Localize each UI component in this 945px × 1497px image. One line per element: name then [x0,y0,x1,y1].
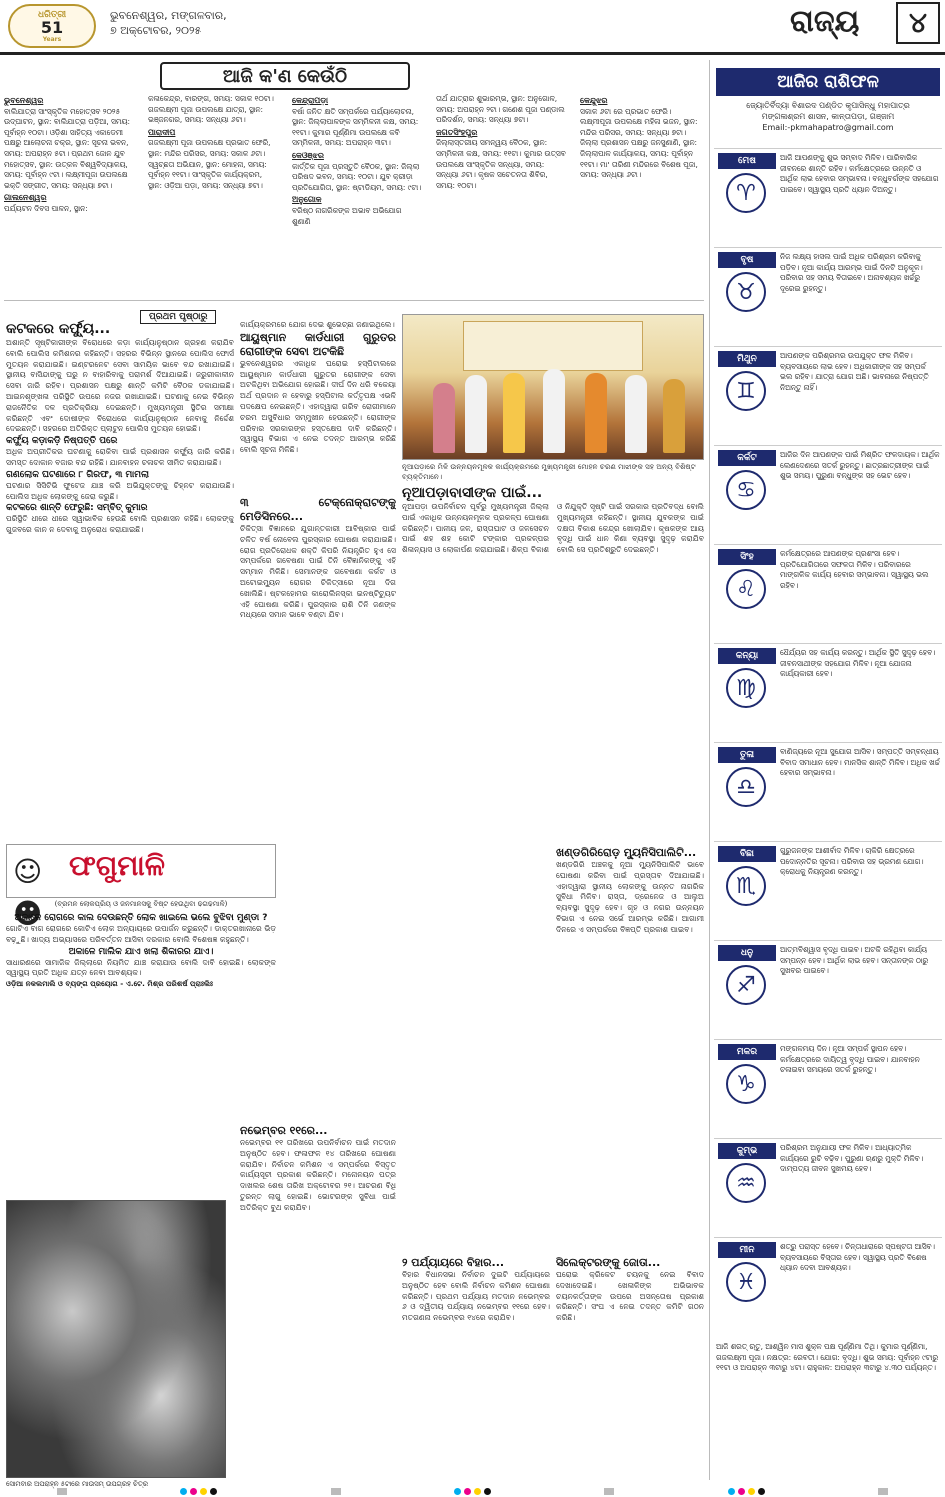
rashi-item [714,1237,942,1336]
events-heading: କେନ୍ଦୁଝର [580,96,608,105]
events-body: କାର୍ତ୍ତିକ ପୂଜା ପ୍ରସ୍ତୁତି ବୈଠକ, ସ୍ଥାନ: ଜିଲ୍ଲା ପରିଷଦ ଭବନ, ସମୟ: ୧୦ଟା। ଯୁବ କ୍ରୀଡ଼ା ପ୍ରତିଯୋଗିତା, ସ୍ଥାନ: ଷ୍ଟାଡିୟମ, ସମୟ: ୯ଟା। [292,161,422,192]
section-title: ରାଜ୍ୟ [790,4,860,39]
rashi-item [714,940,942,1039]
story-body: ଘଟଣାର ସିସିଟିଭି ଫୁଟେଜ ଯାଞ୍ଚ କରି ଅଭିଯୁକ୍ତଙ୍କୁ ଚିହ୍ନଟ କରାଯାଉଛି। ପୋଲିସ ଅଧିକ ଲୋକଙ୍କୁ ଜେରା କରୁଛି। [6,480,234,501]
headline: ଖଣ୍ଡଗିରିରୋଡ଼ ମ୍ୟୁନିସିପାଲିଟି... [556,846,697,859]
story-lead: କାର୍ଯ୍ୟକ୍ରମରେ ଯୋଗ ଦେଇ ଶୁଭେଚ୍ଛା ଜଣାଇଥିଲେ। [240,320,395,329]
story-body: ଭୁବନେଶ୍ୱରର ଏକାଧିକ ଘରୋଇ ହସ୍ପିଟାଲରେ ଆୟୁଷ୍ମାନ କାର୍ଡଧାରୀ ଗୁରୁତର ରୋଗୀଙ୍କ ସେବା ଅଟକିଥିବା ଅଭିଯୋଗ ହୋଇଛି। ଦୀର୍ଘ ଦିନ ଧରି ବକେୟା ଅର୍ଥ ପ୍ରଦାନ ନ ହେବାରୁ ହସ୍ପିଟାଲ କର୍ତ୍ତୃପକ୍ଷ ଏଭଳି ପଦକ୍ଷେପ ନେଇଛନ୍ତି। ଏହାଦ୍ୱାରା ଗରିବ ରୋଗୀମାନେ ଚରମ ଅସୁବିଧାର ସମ୍ମୁଖୀନ ହେଉଛନ୍ତି। ରୋଗୀଙ୍କ ପରିବାର ସରକାରଙ୍କ ହସ୍ତକ୍ଷେପ ଦାବି କରିଛନ୍ତି। ସ୍ୱାସ୍ଥ୍ୟ ବିଭାଗ ଏ ନେଇ ତଦନ୍ତ ଆରମ୍ଭ କରିଛି ବୋଲି ସୂଚନା ମିଳିଛି। [240,358,396,455]
story-body: ଅଧିକ ଅପ୍ରୀତିକର ଘଟଣାକୁ ରୋକିବା ପାଇଁ ପ୍ରଶାସନ କର୍ଫ୍ୟୁ ଜାରି କରିଛି। ସମସ୍ତ ଦୋକାନ ବଜାର ବନ୍ଦ ରହିଛି। ଯାନବାହନ ଚଳାଚଳ ସୀମିତ କରାଯାଇଛି। [6,447,234,467]
zodiac-icon: ♌ [726,569,766,609]
rashi-item [714,544,942,643]
events-column-4 [436,94,566,294]
rashi-item [714,148,942,247]
rashi-item [714,445,942,544]
rashi-list [714,148,942,1336]
events-column-1 [4,94,134,294]
story-body: ସାଧାରଣରେ ସାମାଜିକ ଜିଲ୍ଲାରେ ନିୟମିତ ଯାଞ୍ଚ କରାଯାଉ ବୋଲି ଦାବି ହୋଇଛି। ଲୋକଙ୍କ ସ୍ୱାସ୍ଥ୍ୟ ପ୍ରତି ଅଧିକ ଯତ୍ନ ନେବା ଆବଶ୍ୟକ। [6,957,276,978]
events-body: ତାର୍ଥ ଯାତ୍ରାର ଶୁଭାରମ୍ଭ, ସ୍ଥାନ: ଅନୁଗୋଳ, ସମୟ: ଅପରାହ୍ନ ୨ଟା। ଗଣେଶ ପୂଜା ପଣ୍ଡାଲ ପରିଦର୍ଶନ, ସମୟ: ସନ୍ଧ୍ୟା ୭ଟା। [436,94,565,125]
headline: ସିଲେକ୍‌ଟରଙ୍କୁ ଜୋତା... [556,1256,661,1269]
masthead-rule [0,52,945,55]
story-noapada [402,484,704,844]
events-body: ବରିଷ୍ଠ ନାଗରିକଙ୍କ ଅଭାବ ଅଭିଯୋଗ ଶୁଣାଣି [292,205,402,226]
rashi-name: କନ୍ୟା [718,648,776,664]
story-body: ନୂଆପଡ଼ା ଉପନିର୍ବାଚନ ପୂର୍ବରୁ ମୁଖ୍ୟମନ୍ତ୍ରୀ ଜିଲ୍ଲା ପାଇଁ ଏକାଧିକ ଉନ୍ନୟନମୂଳକ ପ୍ରକଳ୍ପ ଘୋଷଣା କରିଛନ୍ତି। ପାନୀୟ ଜଳ, ରାସ୍ତାଘାଟ ଓ ଜଳସେଚନ ପାଇଁ ଶହ ଶହ କୋଟି ଟଙ୍କାର ପ୍ରକଳ୍ପର ଶିଳାନ୍ୟାସ ଓ ଲୋକାର୍ପଣ କରାଯାଇଛି। ଶିଳ୍ପ ବିକାଶ ଓ ନିଯୁକ୍ତି ସୃଷ୍ଟି ପାଇଁ ସରକାର ପ୍ରତିବଦ୍ଧ ବୋଲି ମୁଖ୍ୟମନ୍ତ୍ରୀ କହିଛନ୍ତି। ସ୍ଥାନୀୟ ଯୁବକଙ୍କ ପାଇଁ ଦକ୍ଷତା ବିକାଶ କେନ୍ଦ୍ର ଖୋଲାଯିବ। କୃଷକଙ୍କ ଆୟ ବୃଦ୍ଧି ପାଇଁ ଧାନ କିଣା ବ୍ୟବସ୍ଥା ସୁଦୃଢ଼ କରାଯିବ ବୋଲି ସେ ପ୍ରତିଶ୍ରୁତି ଦେଇଛନ୍ତି। [402,502,704,555]
satellite-image [6,1200,226,1478]
zodiac-icon: ♑ [726,1064,766,1104]
person-figure [663,379,685,453]
rashi-text: ଆଜି ଆପଣଙ୍କୁ ଶୁଭ ସମ୍ବାଦ ମିଳିବ। ପାରିବାରିକ ଜୀବନରେ ଶାନ୍ତି ରହିବ। କର୍ମକ୍ଷେତ୍ରରେ ଉନ୍ନତି ଓ ଆର୍ଥିକ ଲାଭ ହେବାର ସମ୍ଭାବନା। ବନ୍ଧୁବର୍ଗଙ୍କ ସହଯୋଗ ପାଇବେ। ସ୍ୱାସ୍ଥ୍ୟ ପ୍ରତି ଧ୍ୟାନ ଦିଅନ୍ତୁ। [780,153,939,194]
headline: ୩ ଟେକ୍ନୋକ୍ରାଟଙ୍କୁ ମେଡିସିନରେ... [240,496,396,523]
headline: ନଭେମ୍ବର ୧୧ରେ... [240,1124,328,1137]
rashi-item [714,346,942,445]
events-body: ଗଜଲକ୍ଷ୍ମୀ ପୂଜା ଉପଲକ୍ଷେ ପ୍ରଭାତ ଫେରି, ସ୍ଥାନ: ମନ୍ଦିର ପରିସର, ସମୟ: ସକାଳ ୬ଟା। ସ୍ୱଚ୍ଛତା ଅଭିଯାନ, ସ୍ଥାନ: ମୋହନା, ସମୟ: ପୂର୍ବାହ୍ନ ୧୧ଟା। ସାଂସ୍କୃତିକ କାର୍ଯ୍ୟକ୍ରମ, ସ୍ଥାନ: ଓଡ଼ିଆ ପଡ଼ା, ସମୟ: ସନ୍ଧ୍ୟା ୭ଟା। [148,138,271,190]
cartoon-faces-icon: ☺☻ [13,855,43,930]
dateline-date: ୭ ଅକ୍ଟୋବର, ୨୦୨୫ [110,24,202,37]
registration-block [604,1488,614,1495]
registration-block [331,1488,341,1495]
photo-caption: ନୂଆପଡ଼ାରେ ମିଳି ଉନ୍ନୟନମୂଳକ କାର୍ଯ୍ୟକ୍ରମରେ ମୁଖ୍ୟମନ୍ତ୍ରୀ ମୋହନ ଚରଣ ମାଝୀଙ୍କ ସହ ଅନ୍ୟ ବିଶିଷ୍ଟ ବ୍ୟକ୍ତିମାନେ। [402,462,696,481]
zodiac-icon: ♊ [726,371,766,411]
rashi-name: ସିଂହ [718,549,776,565]
newspaper-logo [8,4,96,48]
story-selector [556,1256,704,1480]
rashi-item [714,841,942,940]
print-registration-bar [0,1486,945,1497]
events-body: ବର୍ଷା ଜନିତ କ୍ଷତି ସମ୍ପର୍କରେ ପର୍ଯ୍ୟାଲୋଚନା, ସ୍ଥାନ: ଜିଲ୍ଲାପାଳଙ୍କ ସମ୍ମିଳନୀ କକ୍ଷ, ସମୟ: ୧୧ଟା। କୁମାର ପୂର୍ଣ୍ଣିମା ଉପଲକ୍ଷେ କବି ସମ୍ମିଳନୀ, ସମୟ: ଅପରାହ୍ନ ୩ଟା। [292,106,419,148]
registration-block [878,1488,888,1495]
story-body: ପରିସ୍ଥିତି ଧୀରେ ଧୀରେ ସ୍ୱାଭାବିକ ହେଉଛି ବୋଲି ପ୍ରଶାସନ କହିଛି। ଲୋକଙ୍କୁ ଗୁଜବରେ କାନ ନ ଦେବାକୁ ଅନୁରୋଧ କରାଯାଇଛି। [6,514,234,535]
events-column-2 [148,94,278,294]
zodiac-icon: ♏ [726,866,766,906]
rashi-text: କର୍ମକ୍ଷେତ୍ରରେ ଆପଣଙ୍କ ପ୍ରଶଂସା ହେବ। ପ୍ରତିଯୋଗିତାରେ ସଫଳତା ମିଳିବ। ପରିବାରରେ ମାଙ୍ଗଳିକ କାର୍ଯ୍ୟ ହେବାର ସମ୍ଭାବନା। ସ୍ୱାସ୍ଥ୍ୟ ଭଲ ରହିବ। [780,549,929,590]
rashi-text: ଆତ୍ମବିଶ୍ୱାସ ବୃଦ୍ଧି ପାଇବ। ଅଟକି ରହିଥିବା କାର୍ଯ୍ୟ ସମ୍ପନ୍ନ ହେବ। ଆର୍ଥିକ ଲାଭ ହେବ। ସନ୍ତାନଙ୍କ ଠାରୁ ସୁଖବର ପାଇବେ। [780,945,929,976]
rashi-text: ଗୁରୁଜନଙ୍କ ଆଶୀର୍ବାଦ ମିଳିବ। ଚାକିରି କ୍ଷେତ୍ରରେ ପଦୋନ୍ନତିର ସୂଚନା। ପରିବାର ସହ ଭ୍ରମଣ ଯୋଗ। କ୍ରୋଧକୁ ନିୟନ୍ତ୍ରଣ କରନ୍ତୁ। [780,846,924,877]
comic-tagline: (ବ୍ରମନ ଲୋକପ୍ରିୟ ଓ ଜନମାନସକୁ ବିଷ୍ଟ ହେଉଥିବା ଢଗଢମାଳି) [54,900,228,908]
story-body: ନଭେମ୍ବର ୧୧ ତାରିଖରେ ଉପନିର୍ବାଚନ ପାଇଁ ମତଦାନ ଅନୁଷ୍ଠିତ ହେବ। ଫଳାଫଳ ୧୪ ତାରିଖରେ ଘୋଷଣା କରାଯିବ। ନିର୍ବାଚନ କମିଶନ ଏ ସମ୍ପର୍କରେ ବିସ୍ତୃତ କାର୍ଯ୍ୟସୂଚୀ ପ୍ରକାଶ କରିଛନ୍ତି। ମନୋନୟନ ପତ୍ର ଦାଖଲର ଶେଷ ତାରିଖ ଅକ୍ଟୋବର ୨୧। ଆଚରଣ ବିଧି ତୁରନ୍ତ ଲାଗୁ ହୋଇଛି। ଭୋଟରଙ୍କ ସୁବିଧା ପାଇଁ ଅତିରିକ୍ତ ବୁଥ କରାଯିବ। [240,1138,396,1212]
headline: ଆୟୁଷ୍ମାନ କାର୍ଡଧାରୀ ଗୁରୁତର ରୋଗୀଙ୍କ ସେବା ଅଟକିଛି [240,330,396,358]
rashi-text: ଆଜିର ଦିନ ଆପଣଙ୍କ ପାଇଁ ମିଶ୍ରିତ ଫଳଦାୟକ। ଆର୍ଥିକ ଲେଣଦେଣରେ ସତର୍କ ରୁହନ୍ତୁ। ଛାତ୍ରଛାତ୍ରୀଙ୍କ ପାଇଁ ଶୁଭ ସମୟ। ପୁରୁଣା ବନ୍ଧୁଙ୍କ ସହ ଭେଟ ହେବ। [780,450,940,481]
zodiac-icon: ♎ [726,767,766,807]
headline: ୨ ପର୍ଯ୍ୟାୟରେ ବିହାର... [402,1256,505,1269]
rashi-name: ମେଷ [718,153,776,169]
events-heading: ଅନୁଗୋଳ [292,195,322,205]
zodiac-icon: ♐ [726,965,766,1005]
color-registration-dots [454,1488,491,1495]
story-mesicare [240,496,396,1116]
panchang-text: ଆଜି ଶରତ୍‌ ଋତୁ, ଆଶ୍ୱିନ ମାସ ଶୁକ୍ଳ ପକ୍ଷ ପୂର୍ଣ୍ଣିମା ତିଥି। କୁମାର ପୂର୍ଣ୍ଣିମା, ଗଜଲକ୍ଷ୍ମୀ ପୂଜା। ନକ୍ଷତ୍ର: ରେବତୀ। ଯୋଗ: ବୃଦ୍ଧି। ଶୁଭ ସମୟ: ପୂର୍ବାହ୍ନ ୯ଟାରୁ ୧୧ଟା ଓ ଅପରାହ୍ନ ୩ଟାରୁ ୪ଟା। ରାହୁକାଳ: ଅପରାହ୍ନ ୩ଟାରୁ ୪.୩୦ ପର୍ଯ୍ୟନ୍ତ। [716,1342,939,1373]
person-figure [465,375,487,453]
events-column-5 [580,94,704,294]
front-page-tag-label: ପ୍ରଥମ ପୃଷ୍ଠାରୁ [140,310,216,324]
page-number: ୪ [896,2,940,44]
rashiphal-title: ଆଜିର ରାଶିଫଳ [716,68,940,96]
events-heading: ଜଗତସିଂହପୁର [436,127,478,137]
zodiac-icon: ♍ [726,668,766,708]
rashiphal-author [716,100,940,133]
rashi-name: କର୍କଟ [718,450,776,466]
rashi-name: ତୁଳା [718,747,776,763]
story-akal [6,912,276,1194]
events-body: ଜିଲ୍ଲାସ୍ତରୀୟ ସମନ୍ୱୟ ବୈଠକ, ସ୍ଥାନ: ସମ୍ମିଳନୀ କକ୍ଷ, ସମୟ: ୧୧ଟା। କୁମାର ଉତ୍ସବ ଉପଲକ୍ଷେ ସାଂସ୍କୃତିକ ସନ୍ଧ୍ୟା, ସମୟ: ସନ୍ଧ୍ୟା ୬ଟା। କୃଷକ ସଚେତନତା ଶିବିର, ସମୟ: ୧୦ଟା। [436,138,566,190]
story-november [240,1124,396,1480]
color-registration-dots [728,1488,765,1495]
rashi-item [714,742,942,841]
events-body: ସକାଳ ୬ଟା ରେ ପ୍ରଭାତ ଫେରି। ଲକ୍ଷ୍ମୀପୂଜା ଉପଲକ୍ଷେ ମହିଳା ଭଜନ, ସ୍ଥାନ: ମନ୍ଦିର ପରିସର, ସମୟ: ସନ୍ଧ୍ୟା ୭ଟା। ଜିଲ୍ଲା ପ୍ରଶାସନ ପକ୍ଷରୁ ଜନସୁଣାଣି, ସ୍ଥାନ: ଜିଲ୍ଲାପାଳ କାର୍ଯ୍ୟାଳୟ, ସମୟ: ପୂର୍ବାହ୍ନ ୧୧ଟା। ମା' ତାରିଣୀ ମନ୍ଦିରରେ ବିଶେଷ ପୂଜା, ସମୟ: ସନ୍ଧ୍ୟା ୬ଟା। [580,106,698,180]
events-body: ବାଲିଯାତ୍ରା ସାଂସ୍କୃତିକ ମହୋତ୍ସବ ୨୦୨୫ ଉଦ୍‌ଘାଟନ, ସ୍ଥାନ: ବାଲିଯାତ୍ରା ପଡ଼ିଆ, ସମୟ: ପୂର୍ବାହ୍ନ ୧୦ଟା। ଓଡ଼ିଶା ସାହିତ୍ୟ ଏକାଡେମୀ ପକ୍ଷରୁ ଆଲୋଚନା ଚକ୍ର, ସ୍ଥାନ: ସୂଚନା ଭବନ, ସମୟ: ଅପରାହ୍ନ ୫ଟା। ପ୍ରଥମ ଜୋନ ଯୁବ ମହୋତ୍ସବ, ସ୍ଥାନ: ଉତ୍କଳ ବିଶ୍ୱବିଦ୍ୟାଳୟ, ସମୟ: ପୂର୍ବାହ୍ନ ୯ଟା। ଲକ୍ଷ୍ମୀପୂଜା ଉପଲକ୍ଷେ ଭକ୍ତି ସଙ୍ଗୀତ, ସମୟ: ସନ୍ଧ୍ୟା ୭ଟା। [4,106,130,190]
zodiac-icon: ♒ [726,1163,766,1203]
rashi-item [714,1138,942,1237]
story-body: ଘରୋଇ କ୍ରିକେଟ ଚୟନକୁ ନେଇ ବିବାଦ ଦେଖାଦେଇଛି। ଖେଳାଳିଙ୍କ ଅଭିଭାବକ ଚୟନକର୍ତ୍ତାଙ୍କ ଉପରେ ଅସନ୍ତୋଷ ପ୍ରକାଶ କରିଛନ୍ତି। ସଂଘ ଏ ନେଇ ତଦନ୍ତ କମିଟି ଗଠନ କରିଛି। [556,1270,704,1323]
rashi-text: ମଙ୍ଗଳମୟ ଦିନ। ନୂଆ ସମ୍ପର୍କ ସ୍ଥାପନ ହେବ। କର୍ମକ୍ଷେତ୍ରରେ ଦାୟିତ୍ୱ ବୃଦ୍ଧି ପାଇବ। ଯାନବାହନ ଚଳାଇବା ସମୟରେ ସତର୍କ ରୁହନ୍ତୁ। [780,1044,920,1075]
events-heading: କେନ୍ଦ୍ରାପଡ଼ା [292,96,329,105]
story-body: ବିହାର ବିଧାନସଭା ନିର୍ବାଚନ ଦୁଇଟି ପର୍ଯ୍ୟାୟରେ ଅନୁଷ୍ଠିତ ହେବ ବୋଲି ନିର୍ବାଚନ କମିଶନ ଘୋଷଣା କରିଛନ୍ତି। ପ୍ରଥମ ପର୍ଯ୍ୟାୟ ମତଦାନ ନଭେମ୍ବର ୬ ଓ ଦ୍ୱିତୀୟ ପର୍ଯ୍ୟାୟ ନଭେମ୍ବର ୧୧ରେ ହେବ। ମତଗଣନା ନଭେମ୍ବର ୧୪ରେ କରାଯିବ। [402,1270,550,1323]
rashi-item [714,247,942,346]
zodiac-icon: ♋ [726,470,766,510]
events-listing [4,94,704,294]
rashi-text: ଆପଣଙ୍କ ପରିଶ୍ରମର ଉପଯୁକ୍ତ ଫଳ ମିଳିବ। ବ୍ୟବସାୟରେ ଲାଭ ହେବ। ଅଧିକାରୀଙ୍କ ସହ ସମ୍ପର୍କ ଭଲ ରହିବ। ଯାତ୍ରା ଯୋଗ ଅଛି। ଭାବନାରେ ନିଷ୍ପତ୍ତି ନିଅନ୍ତୁ ନାହିଁ। [780,351,929,392]
rashi-item [714,643,942,742]
author-name: ଜ୍ୟୋତିର୍ବିଦ୍ୟା ବିଶାରଦ ପଣ୍ଡିତ କୃପାସିନ୍ଧୁ ମହାପାତ୍ର [746,101,910,110]
rashi-name: ମୀନ [718,1242,776,1258]
zodiac-icon: ♓ [726,1262,766,1302]
story-body: ଗୋଟିଏ ବାଗ ରୋଗରେ କୋଟିଏ ଲୋକ ଅନ୍ୟାୟରେ ଉପାର୍ଜନ କରୁଛନ୍ତି। ଡାକ୍ତରଖାନାରେ ଭିଡ଼ ବଢ଼ୁଛି। ଖାଦ୍ୟ ଅଭ୍ୟାସରେ ପରିବର୍ତ୍ତନ ଆସିବା ଦରକାର ବୋଲି ବିଶେଷଜ୍ଞ କହୁଛନ୍ତି। [6,924,276,944]
person-figure [585,373,607,453]
story-curfew [6,320,234,840]
story-bihar [402,1256,550,1480]
subheadline: କର୍ଫ୍ୟୁ କଡ଼ାକଡ଼ି ନିଷ୍ପତ୍ତି ପରେ [6,436,118,447]
events-column-3 [292,94,422,294]
rashi-item [714,1039,942,1138]
events-body: କଳାକେନ୍ଦ୍ର, ବାରଙ୍ଗ, ସମୟ: ସକାଳ ୧୦ଟା। ଗଜଲକ୍ଷ୍ମୀ ପୂଜା ଉପଲକ୍ଷେ ଯାତ୍ରା, ସ୍ଥାନ: ଭଞ୍ଜନଗର, ସମୟ: ସନ୍ଧ୍ୟା ୬ଟା। [148,94,274,125]
author-address: ମଙ୍ଗଳାଶ୍ରମ ଶାସନ, କାନ୍ତାପଡ଼ା, ଗଞ୍ଜାମ [761,112,895,121]
events-heading: କେଓଞ୍ଝର [292,150,324,160]
rashi-text: ବାଣିଜ୍ୟରେ ନୂଆ ସୁଯୋଗ ଆସିବ। ସମ୍ପତ୍ତି ସମ୍ବନ୍ଧୀୟ ବିବାଦ ସମାଧାନ ହେବ। ମାନସିକ ଶାନ୍ତି ମିଳିବ। ଅଧିକ ଖର୍ଚ୍ଚ ହେବାର ସମ୍ଭାବନା। [780,747,940,778]
zodiac-icon: ♉ [726,272,766,312]
headline: ନୂଆପଡ଼ାବାସୀଙ୍କ ପାଇଁ... [402,485,543,501]
zodiac-icon: ♈ [726,173,766,213]
rashi-text: ପରିଶ୍ରମ ଅନୁଯାୟୀ ଫଳ ମିଳିବ। ଆଧ୍ୟାତ୍ମିକ କାର୍ଯ୍ୟରେ ରୁଚି ବଢ଼ିବ। ପୁରୁଣା ଋଣରୁ ମୁକ୍ତି ମିଳିବ। ଦାମ୍ପତ୍ୟ ଜୀବନ ସୁଖମୟ ହେବ। [780,1143,924,1174]
subheadline: କଟକରେ ଶାନ୍ତି ଫେରୁଛି: ସମ୍ବିତ୍ କୁମାର [6,503,148,514]
rashi-text: ଧୈର୍ଯ୍ୟର ସହ କାର୍ଯ୍ୟ କରନ୍ତୁ। ଆର୍ଥିକ ସ୍ଥିତି ସୁଦୃଢ଼ ହେବ। ଜୀବନସାଥୀଙ୍କ ସହଯୋଗ ମିଳିବ। ନୂଆ ଯୋଜନା କାର୍ଯ୍ୟକାରୀ ହେବ। [780,648,936,679]
events-body: ପର୍ଯ୍ୟଟନ ଦିବସ ପାଳନ, ସ୍ଥାନ: [4,203,88,213]
logo-label: ଧରିତ୍ରୀ [37,9,67,20]
author-email: Email:-pkmahapatro@gmail.com [762,123,894,132]
events-banner: ଆଜି କ'ଣ କେଉଁଠି [160,62,410,90]
person-figure [543,369,565,453]
rashi-name: ବିଛା [718,846,776,862]
rashi-name: ଧନୁ [718,945,776,961]
divider [4,300,704,301]
anniversary-number: 51 [40,17,64,37]
events-heading: ପାରାଦୀପ [148,127,176,137]
rashi-text: ନିଜ ଲକ୍ଷ୍ୟ ହାସଲ ପାଇଁ ଅଧିକ ପରିଶ୍ରମ କରିବାକୁ ପଡ଼ିବ। ନୂଆ କାର୍ଯ୍ୟ ଆରମ୍ଭ ପାଇଁ ଦିନଟି ଅନୁକୂଳ। ପରିବାର ସହ ସମୟ ବିତାଇବେ। ଅନାବଶ୍ୟକ ଖର୍ଚ୍ଚରୁ ଦୂରେଇ ରୁହନ୍ତୁ। [780,252,923,293]
color-registration-dots [180,1488,217,1495]
story-body: ଖଣ୍ଡଗିରି ଅଞ୍ଚଳକୁ ନୂଆ ମ୍ୟୁନିସିପାଲିଟି ଭାବେ ଘୋଷଣା କରିବା ପାଇଁ ପ୍ରସ୍ତାବ ଦିଆଯାଇଛି। ଏହାଦ୍ୱାରା ସ୍ଥାନୀୟ ଲୋକଙ୍କୁ ଉନ୍ନତ ନାଗରିକ ସୁବିଧା ମିଳିବ। ରାସ୍ତା, ଡ୍ରେନେଜ ଓ ଆଲୁଅ ବ୍ୟବସ୍ଥା ସୁଦୃଢ଼ ହେବ। ଗୃହ ଓ ନଗର ଉନ୍ନୟନ ବିଭାଗ ଏ ନେଇ ସର୍ଭେ ଆରମ୍ଭ କରିଛି। ଆଗାମୀ ଦିନରେ ଏ ସମ୍ପର୍କରେ ବିଜ୍ଞପ୍ତି ପ୍ରକାଶ ପାଇବ। [556,860,704,934]
dateline [110,8,227,38]
events-heading: ଗାଲନେଶ୍ୱର [4,193,47,203]
news-photo [402,314,704,460]
registration-block [57,1488,67,1495]
photo-stage-banner [463,321,643,371]
story-kharagpur [556,846,704,1182]
headline: କଟକରେ କର୍ଫ୍ୟୁ... [6,321,111,337]
comic-brand: ଫଗୁମାଳି [69,849,165,882]
person-figure [433,383,455,453]
rashi-text: ଶତ୍ରୁ ପରାସ୍ତ ହେବେ। ଚିନ୍ତାଧାରାରେ ସ୍ପଷ୍ଟତା ଆସିବ। ବ୍ୟବସାୟରେ ବିସ୍ତାର ହେବ। ସ୍ୱାସ୍ଥ୍ୟ ପ୍ରତି ବିଶେଷ ଧ୍ୟାନ ଦେବା ଆବଶ୍ୟକ। [780,1242,935,1273]
rashi-name: ବୃଷ [718,252,776,268]
dateline-place: ଭୁବନେଶ୍ୱର, ମଙ୍ଗଳବାର, [110,9,227,22]
rashi-name: କୁମ୍ଭ [718,1143,776,1159]
subheadline: ଗଣଲୋକ ଘଟଣାରେ ୮ ଗିରଫ, ୩ ମାମଲା [6,469,150,480]
credit-line: ଓଡ଼ିଆ ନକଲମାଲି ଓ ବ୍ୟଙ୍ଗ ପ୍ରୟୋଗ - ଏ.ଟେ. ମିଶ୍ର ପରିଶର୍ଷ ପ୍ରାଃଲିଃ [6,979,213,989]
rashi-name: ମିଥୁନ [718,351,776,367]
rashi-name: ମକର [718,1044,776,1060]
satellite-caption: ସୋମବାର ଅପରାହ୍ନ ୫ଟାରେ ମାଉସମ୍ ଉପଗ୍ରହ ଚିତ୍ର [6,1480,148,1488]
divider [709,60,710,1480]
story-body: ଅଶାନ୍ତି ସୃଷ୍ଟିକାରୀଙ୍କ ବିରୋଧରେ କଡ଼ା କାର୍ଯ୍ୟାନୁଷ୍ଠାନ ଗ୍ରହଣ କରାଯିବ ବୋଲି ପୋଲିସ କମିଶନର କହିଛନ୍ତି। ସହରର ବିଭିନ୍ନ ସ୍ଥାନରେ ପୋଲିସ ଫୋର୍ସ ମୁତୟନ କରାଯାଇଛି। ଇଣ୍ଟରନେଟ ସେବା ସାମୟିକ ଭାବେ ବନ୍ଦ ରଖାଯାଇଛି। ସ୍ଥାନୀୟ ବାସିନ୍ଦାଙ୍କୁ ଘରୁ ନ ବାହାରିବାକୁ ପରାମର୍ଶ ଦିଆଯାଇଛି। ଜରୁରୀକାଳୀନ ସେବା ଜାରି ରହିବ। ପ୍ରଶାସନ ପକ୍ଷରୁ ଶାନ୍ତି କମିଟି ବୈଠକ ଡକାଯାଇଛି। ଆଇନଶୃଙ୍ଖଳା ପରିସ୍ଥିତି ଉପରେ ନଜର ରଖାଯାଇଛି। ଘଟଣାକୁ ନେଇ ବିଭିନ୍ନ ରାଜନୈତିକ ଦଳ ପ୍ରତିକ୍ରିୟା ଦେଇଛନ୍ତି। ମୁଖ୍ୟମନ୍ତ୍ରୀ ସ୍ଥିତିର ସମୀକ୍ଷା କରିଛନ୍ତି ଏବଂ ଦୋଷୀଙ୍କ ବିରୋଧରେ କାର୍ଯ୍ୟାନୁଷ୍ଠାନ ନେବାକୁ ନିର୍ଦ୍ଦେଶ ଦେଇଛନ୍ତି। ସହରରେ ଅତିରିକ୍ତ ପ୍ଲାଟୁନ ପୋଲିସ ମୁତୟନ ହୋଇଛି। [6,338,234,434]
person-figure [503,373,525,453]
story-body: ଚିକିତ୍ସା ବିଜ୍ଞାନରେ ଯୁଗାନ୍ତକାରୀ ଆବିଷ୍କାର ପାଇଁ ଚଳିତ ବର୍ଷ ନୋବେଲ ପୁରସ୍କାର ଘୋଷଣା କରାଯାଇଛି। ରୋଗ ପ୍ରତିରୋଧକ ଶକ୍ତି କିପରି ନିୟନ୍ତ୍ରିତ ହୁଏ ସେ ସମ୍ପର୍କରେ ଗବେଷଣା ପାଇଁ ତିନି ବୈଜ୍ଞାନିକଙ୍କୁ ଏହି ସମ୍ମାନ ମିଳିଛି। ସେମାନଙ୍କ ଗବେଷଣା କର୍କଟ ଓ ଅଟୋଇମ୍ୟୁନ ରୋଗର ଚିକିତ୍ସାରେ ନୂଆ ଦିଗ ଖୋଲିଛି। ଷ୍ଟକହୋମର କାରୋଲିନସ୍କା ଇନଷ୍ଟିଚ୍ୟୁଟ ଏହି ଘୋଷଣା କରିଛି। ପୁରସ୍କାର ରାଶି ତିନି ଜଣଙ୍କ ମଧ୍ୟରେ ସମାନ ଭାବେ ବଣ୍ଟା ଯିବ। [240,524,396,620]
events-heading: ଭୁବନେଶ୍ୱର [4,96,44,105]
subheadline: ଅକାଳେ ମାଲିକ ଯାଏ ଖଲା ଶିକାରର ଯାଏ। [68,946,214,957]
headline: ଅକାଳେ ରୋଗରେ କାଲ ଦେଉଛନ୍ତି ଲୋକ ଖାଇଲେ ଭଲେ ବୁଝିବା ମୁଣ୍ଡା ? [14,913,268,923]
anniversary-sub: Years [42,35,62,43]
person-figure [625,375,647,453]
